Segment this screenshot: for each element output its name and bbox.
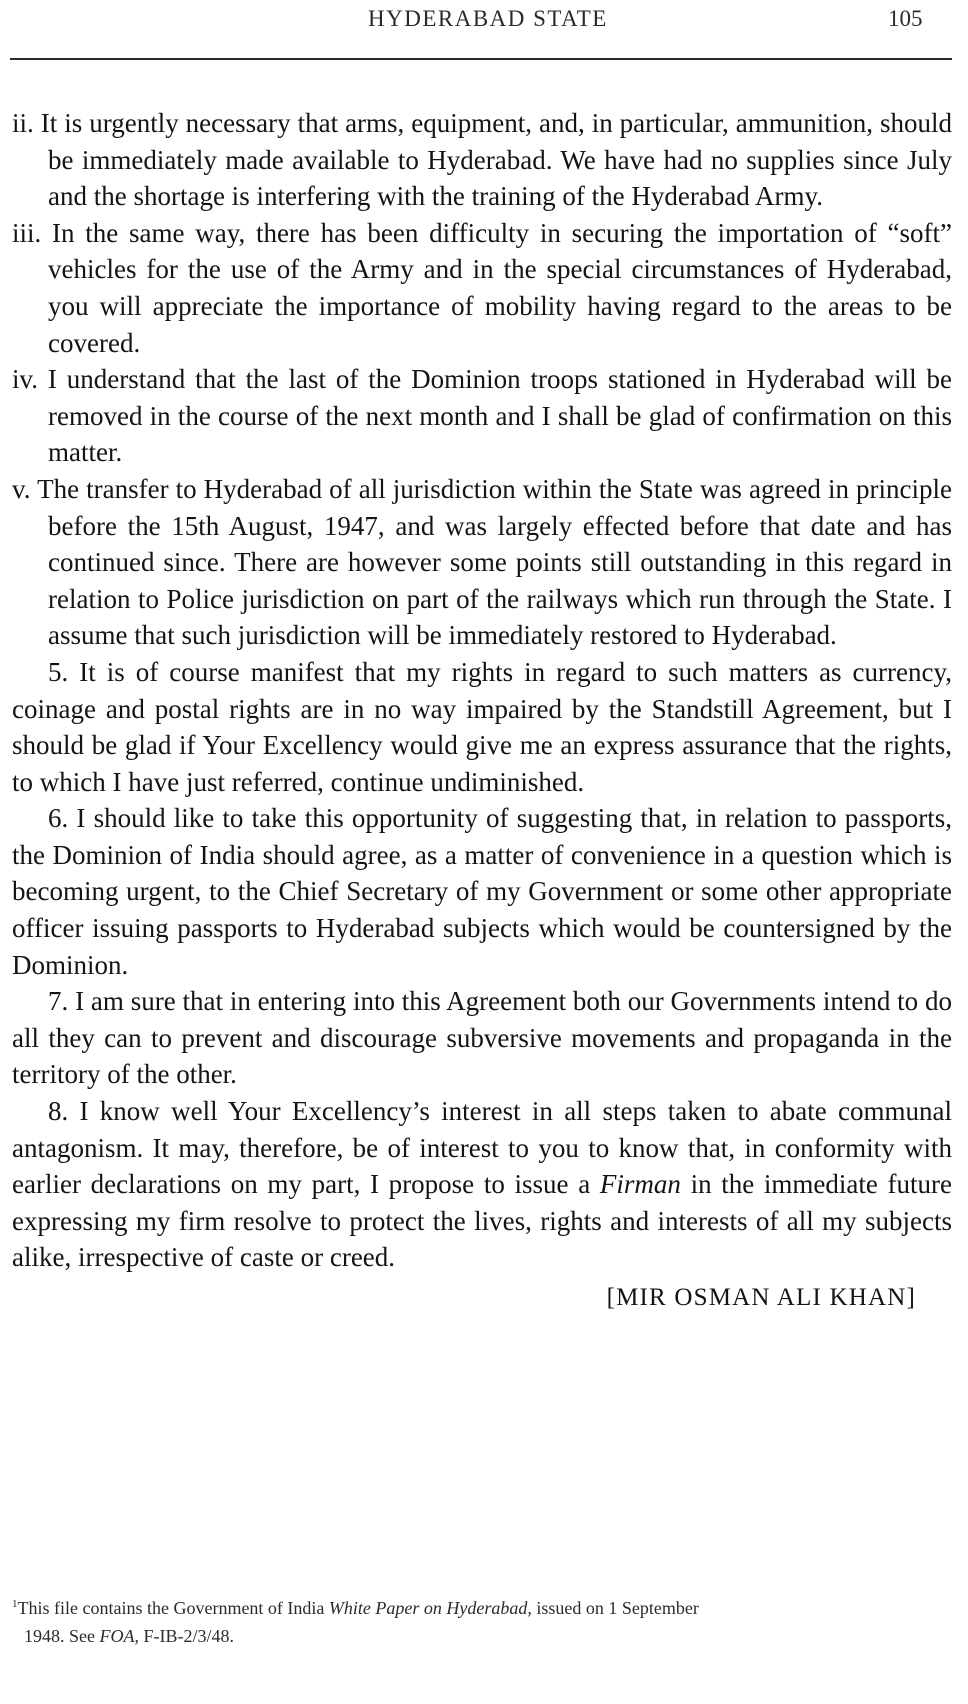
running-header [0,6,968,36]
header-rule [10,58,952,60]
item-text: In the same way, there has been difficulty in securing the importation of “soft” vehicles for the use of the Army and in the special circumstances of Hyderabad, you will appreciate the importance of mobility having regard to the areas to be covered. [48,217,952,358]
list-item-v [12,471,952,654]
page-number: 105 [888,6,923,31]
firman-italic: Firman [599,1169,681,1200]
footnote-line-2 [12,1622,952,1650]
item-numeral: iii. [12,217,42,248]
paragraph-8 [12,1093,952,1276]
footnote [12,1594,952,1650]
footnote-line-1 [12,1594,952,1622]
paragraph-6: 6. I should like to take this opportunity of suggesting that, in relation to passports, the Dominion of India should agree, as a matter of convenience in a question which is becoming urgent, to the Chief Secretary of my Government or some other appropriate officer issuing passports to Hyderabad subjects which would be countersigned by the Dominion. [12,803,952,980]
paragraph-8-text-b: in the immediate future expressing my firm resolve to protect the lives, rights and interests of all my subjects alike, irrespective of caste or creed. [12,1169,953,1273]
item-text: I understand that the last of the Dominion troops stationed in Hyderabad will be removed in the course of the next month and I shall be glad of confirmation on this matter. [47,364,952,468]
list-item-iv [12,361,952,471]
item-text: It is urgently necessary that arms, equipment, and, in particular, ammunition, should be immediately made available to Hyderabad. We have had no supplies since July and the shortage is interfering with the training of the Hyderabad Army. [40,108,953,212]
footnote-text-b: issued on 1 September [536,1598,699,1618]
letter-body [12,105,952,1317]
item-numeral: v. [12,473,31,504]
footnote-text-c: 1948. See [24,1626,95,1646]
footnote-source: FOA, [99,1626,139,1646]
item-numeral: ii. [12,108,34,138]
paragraph-8-text-a: 8. I know well Your Excellency’s interest in all steps taken to abate communal antagonism. It may, therefore, be of interest to you to know that, in conformity with earlier declarations on my part, I propose to issue a [12,1096,952,1200]
running-title: HYDERABAD STATE [368,6,608,31]
list-item-iii [12,215,952,361]
item-text: The transfer to Hyderabad of all jurisdiction within the State was agreed in principle before the 15th August, 1947, and was largely effected before that date and has continued since. There are however some points still outstanding in this regard in relation to Police jurisdiction on part of the railways which run through the State. I assume that such jurisdiction will be immediately restored to Hyderabad. [37,473,952,651]
paragraph-5: 5. It is of course manifest that my rights in regard to such matters as currency, coinage and postal rights are in no way impaired by the Standstill Agreement, but I should be glad if Your Excellency would give me an express assurance that the rights, to which I have just referred, continue undiminished. [12,656,952,797]
footnote-text-a: This file contains the Government of India [17,1598,325,1618]
item-numeral: iv. [12,364,38,395]
paragraph-7: 7. I am sure that in entering into this Agreement both our Governments intend to do all they can to prevent and discourage subversive movements and propaganda in the territory of the other. [12,986,952,1090]
list-item-ii [12,105,952,215]
footnote-marker: 1 [12,1598,18,1610]
footnote-title: White Paper on Hyderabad, [328,1598,532,1618]
footnote-text-d: F-IB-2/3/48. [143,1626,235,1646]
signature: [MIR OSMAN ALI KHAN] [606,1284,916,1311]
